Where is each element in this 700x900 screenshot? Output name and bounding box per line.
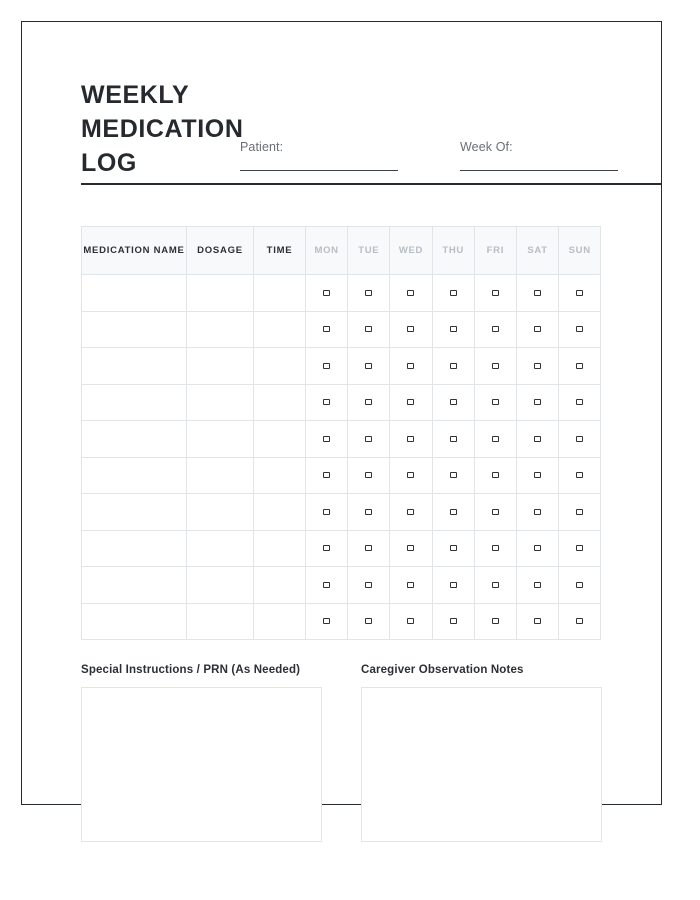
- dose-checkbox-icon[interactable]: [450, 582, 457, 588]
- cell-dose-thu[interactable]: [432, 530, 474, 567]
- notes-section: [81, 663, 601, 843]
- column-header-thu: THU: [432, 227, 474, 275]
- dose-checkbox-icon[interactable]: [534, 436, 541, 442]
- caregiver-notes-title: Caregiver Observation Notes: [361, 664, 524, 676]
- column-header-mon: MON: [306, 227, 348, 275]
- caregiver-notes-block: [361, 663, 602, 842]
- dose-checkbox-icon[interactable]: [323, 545, 330, 551]
- cell-dose-tue[interactable]: [348, 348, 390, 385]
- cell-dosage[interactable]: [187, 494, 254, 531]
- cell-dose-sun[interactable]: [559, 384, 601, 421]
- dose-checkbox-icon[interactable]: [576, 618, 583, 624]
- table-header: [82, 227, 601, 275]
- table-header-row: [82, 227, 601, 275]
- table-row: [82, 603, 601, 640]
- cell-dose-tue[interactable]: [348, 311, 390, 348]
- cell-dose-thu[interactable]: [432, 421, 474, 458]
- dose-checkbox-icon[interactable]: [323, 472, 330, 478]
- table-row: [82, 494, 601, 531]
- cell-dose-fri[interactable]: [474, 275, 516, 312]
- dose-checkbox-icon[interactable]: [492, 290, 499, 296]
- dose-checkbox-icon[interactable]: [534, 399, 541, 405]
- cell-dose-sun[interactable]: [559, 494, 601, 531]
- cell-dose-mon[interactable]: [306, 384, 348, 421]
- cell-dose-fri[interactable]: [474, 421, 516, 458]
- dose-checkbox-icon[interactable]: [576, 436, 583, 442]
- dose-checkbox-icon[interactable]: [365, 399, 372, 405]
- dose-checkbox-icon[interactable]: [407, 436, 414, 442]
- cell-dose-fri[interactable]: [474, 348, 516, 385]
- dose-checkbox-icon[interactable]: [407, 326, 414, 332]
- cell-dose-tue[interactable]: [348, 457, 390, 494]
- cell-dose-mon[interactable]: [306, 311, 348, 348]
- cell-dose-sat[interactable]: [516, 494, 558, 531]
- dose-checkbox-icon[interactable]: [323, 582, 330, 588]
- cell-name[interactable]: [82, 421, 187, 458]
- column-header-tue: TUE: [348, 227, 390, 275]
- cell-name[interactable]: [82, 311, 187, 348]
- patient-field-rule[interactable]: [240, 170, 398, 171]
- cell-dose-tue[interactable]: [348, 530, 390, 567]
- cell-dose-wed[interactable]: [390, 384, 432, 421]
- cell-dose-mon[interactable]: [306, 275, 348, 312]
- special-instructions-input[interactable]: [81, 687, 322, 842]
- table-body: [82, 275, 601, 640]
- week-of-field-rule[interactable]: [460, 170, 618, 171]
- dose-checkbox-icon[interactable]: [323, 436, 330, 442]
- dose-checkbox-icon[interactable]: [407, 545, 414, 551]
- dose-checkbox-icon[interactable]: [492, 436, 499, 442]
- cell-dose-wed[interactable]: [390, 275, 432, 312]
- dose-checkbox-icon[interactable]: [450, 509, 457, 515]
- cell-dose-sun[interactable]: [559, 348, 601, 385]
- dose-checkbox-icon[interactable]: [492, 509, 499, 515]
- dose-checkbox-icon[interactable]: [365, 545, 372, 551]
- column-header-fri: FRI: [474, 227, 516, 275]
- column-header-dosage: DOSAGE: [187, 227, 254, 275]
- cell-dose-sun[interactable]: [559, 567, 601, 604]
- dose-checkbox-icon[interactable]: [323, 509, 330, 515]
- cell-dose-sun[interactable]: [559, 530, 601, 567]
- dose-checkbox-icon[interactable]: [407, 399, 414, 405]
- dose-checkbox-icon[interactable]: [407, 618, 414, 624]
- cell-dose-tue[interactable]: [348, 494, 390, 531]
- dose-checkbox-icon[interactable]: [450, 363, 457, 369]
- dose-checkbox-icon[interactable]: [365, 290, 372, 296]
- table-row: [82, 457, 601, 494]
- cell-dose-fri[interactable]: [474, 311, 516, 348]
- cell-time[interactable]: [254, 348, 306, 385]
- column-header-wed: WED: [390, 227, 432, 275]
- dose-checkbox-icon[interactable]: [534, 363, 541, 369]
- table-row: [82, 530, 601, 567]
- cell-dose-wed[interactable]: [390, 311, 432, 348]
- dose-checkbox-icon[interactable]: [365, 436, 372, 442]
- cell-dose-sat[interactable]: [516, 384, 558, 421]
- page-title-line-3: LOG: [81, 149, 137, 177]
- dose-checkbox-icon[interactable]: [576, 290, 583, 296]
- cell-dose-sat[interactable]: [516, 530, 558, 567]
- table-row: [82, 567, 601, 604]
- dose-checkbox-icon[interactable]: [534, 290, 541, 296]
- dose-checkbox-icon[interactable]: [576, 582, 583, 588]
- cell-dose-sun[interactable]: [559, 421, 601, 458]
- page-title-line-1: WEEKLY: [81, 81, 190, 109]
- column-header-medication-name: MEDICATION NAME: [82, 227, 187, 275]
- dose-checkbox-icon[interactable]: [492, 618, 499, 624]
- table-row: [82, 348, 601, 385]
- dose-checkbox-icon[interactable]: [576, 363, 583, 369]
- dose-checkbox-icon[interactable]: [492, 326, 499, 332]
- cell-dose-thu[interactable]: [432, 275, 474, 312]
- cell-dose-fri[interactable]: [474, 457, 516, 494]
- dose-checkbox-icon[interactable]: [323, 363, 330, 369]
- cell-time[interactable]: [254, 311, 306, 348]
- cell-dose-tue[interactable]: [348, 275, 390, 312]
- document-header: [81, 78, 662, 178]
- dose-checkbox-icon[interactable]: [407, 582, 414, 588]
- dose-checkbox-icon[interactable]: [365, 582, 372, 588]
- cell-dose-wed[interactable]: [390, 494, 432, 531]
- dose-checkbox-icon[interactable]: [323, 399, 330, 405]
- dose-checkbox-icon[interactable]: [534, 582, 541, 588]
- cell-dose-mon[interactable]: [306, 421, 348, 458]
- cell-name[interactable]: [82, 348, 187, 385]
- cell-name[interactable]: [82, 567, 187, 604]
- dose-checkbox-icon[interactable]: [450, 545, 457, 551]
- cell-dose-fri[interactable]: [474, 567, 516, 604]
- cell-dosage[interactable]: [187, 348, 254, 385]
- dose-checkbox-icon[interactable]: [576, 509, 583, 515]
- cell-dosage[interactable]: [187, 311, 254, 348]
- table-row: [82, 384, 601, 421]
- cell-dose-sat[interactable]: [516, 275, 558, 312]
- cell-name[interactable]: [82, 603, 187, 640]
- cell-dose-sun[interactable]: [559, 603, 601, 640]
- cell-dose-tue[interactable]: [348, 567, 390, 604]
- cell-dose-sat[interactable]: [516, 348, 558, 385]
- dose-checkbox-icon[interactable]: [450, 326, 457, 332]
- cell-dose-wed[interactable]: [390, 530, 432, 567]
- dose-checkbox-icon[interactable]: [576, 545, 583, 551]
- cell-dosage[interactable]: [187, 421, 254, 458]
- dose-checkbox-icon[interactable]: [492, 545, 499, 551]
- cell-dose-thu[interactable]: [432, 348, 474, 385]
- cell-dose-fri[interactable]: [474, 494, 516, 531]
- dose-checkbox-icon[interactable]: [365, 509, 372, 515]
- column-header-time: TIME: [254, 227, 306, 275]
- cell-dose-sat[interactable]: [516, 311, 558, 348]
- cell-time[interactable]: [254, 494, 306, 531]
- cell-time[interactable]: [254, 421, 306, 458]
- cell-dosage[interactable]: [187, 457, 254, 494]
- cell-time[interactable]: [254, 384, 306, 421]
- cell-dose-tue[interactable]: [348, 603, 390, 640]
- dose-checkbox-icon[interactable]: [534, 618, 541, 624]
- dose-checkbox-icon[interactable]: [407, 509, 414, 515]
- dose-checkbox-icon[interactable]: [534, 472, 541, 478]
- column-header-sun: SUN: [559, 227, 601, 275]
- cell-time[interactable]: [254, 457, 306, 494]
- cell-dose-wed[interactable]: [390, 603, 432, 640]
- cell-dose-wed[interactable]: [390, 421, 432, 458]
- cell-dose-thu[interactable]: [432, 603, 474, 640]
- dose-checkbox-icon[interactable]: [407, 363, 414, 369]
- table-row: [82, 275, 601, 312]
- cell-dose-thu[interactable]: [432, 457, 474, 494]
- cell-dose-sat[interactable]: [516, 421, 558, 458]
- dose-checkbox-icon[interactable]: [450, 436, 457, 442]
- patient-field-label: Patient:: [240, 140, 284, 154]
- cell-time[interactable]: [254, 567, 306, 604]
- header-divider-rule: [81, 183, 662, 185]
- dose-checkbox-icon[interactable]: [492, 363, 499, 369]
- cell-dose-sat[interactable]: [516, 603, 558, 640]
- cell-dose-sun[interactable]: [559, 275, 601, 312]
- dose-checkbox-icon[interactable]: [407, 290, 414, 296]
- cell-dosage[interactable]: [187, 567, 254, 604]
- cell-dose-tue[interactable]: [348, 384, 390, 421]
- cell-dose-mon[interactable]: [306, 567, 348, 604]
- dose-checkbox-icon[interactable]: [492, 399, 499, 405]
- cell-dose-sat[interactable]: [516, 567, 558, 604]
- cell-name[interactable]: [82, 457, 187, 494]
- cell-time[interactable]: [254, 275, 306, 312]
- dose-checkbox-icon[interactable]: [450, 290, 457, 296]
- week-of-field-label: Week Of:: [460, 140, 513, 154]
- special-instructions-title: Special Instructions / PRN (As Needed): [81, 664, 301, 676]
- dose-checkbox-icon[interactable]: [534, 545, 541, 551]
- medication-log-table: [81, 226, 601, 640]
- dose-checkbox-icon[interactable]: [450, 618, 457, 624]
- cell-dose-fri[interactable]: [474, 603, 516, 640]
- cell-dosage[interactable]: [187, 603, 254, 640]
- cell-dose-thu[interactable]: [432, 567, 474, 604]
- column-header-sat: SAT: [516, 227, 558, 275]
- cell-name[interactable]: [82, 275, 187, 312]
- cell-dose-thu[interactable]: [432, 311, 474, 348]
- dose-checkbox-icon[interactable]: [450, 399, 457, 405]
- cell-dose-tue[interactable]: [348, 421, 390, 458]
- dose-checkbox-icon[interactable]: [450, 472, 457, 478]
- cell-dosage[interactable]: [187, 530, 254, 567]
- special-instructions-block: [81, 663, 322, 842]
- cell-time[interactable]: [254, 603, 306, 640]
- cell-dose-mon[interactable]: [306, 530, 348, 567]
- table-row: [82, 311, 601, 348]
- dose-checkbox-icon[interactable]: [492, 472, 499, 478]
- dose-checkbox-icon[interactable]: [365, 472, 372, 478]
- dose-checkbox-icon[interactable]: [407, 472, 414, 478]
- cell-dose-mon[interactable]: [306, 494, 348, 531]
- page-title-line-2: MEDICATION: [81, 115, 244, 143]
- cell-dose-mon[interactable]: [306, 457, 348, 494]
- cell-dose-mon[interactable]: [306, 348, 348, 385]
- dose-checkbox-icon[interactable]: [365, 618, 372, 624]
- dose-checkbox-icon[interactable]: [576, 326, 583, 332]
- cell-name[interactable]: [82, 384, 187, 421]
- dose-checkbox-icon[interactable]: [365, 363, 372, 369]
- cell-dose-sun[interactable]: [559, 457, 601, 494]
- cell-dose-wed[interactable]: [390, 567, 432, 604]
- cell-dosage[interactable]: [187, 384, 254, 421]
- week-of-field-group[interactable]: [460, 140, 620, 180]
- cell-dose-fri[interactable]: [474, 384, 516, 421]
- dose-checkbox-icon[interactable]: [323, 326, 330, 332]
- cell-dose-wed[interactable]: [390, 348, 432, 385]
- cell-dose-thu[interactable]: [432, 494, 474, 531]
- patient-field-group[interactable]: [240, 140, 400, 180]
- dose-checkbox-icon[interactable]: [576, 399, 583, 405]
- cell-dose-sun[interactable]: [559, 311, 601, 348]
- table-row: [82, 421, 601, 458]
- cell-dose-thu[interactable]: [432, 384, 474, 421]
- dose-checkbox-icon[interactable]: [492, 582, 499, 588]
- cell-dose-wed[interactable]: [390, 457, 432, 494]
- cell-name[interactable]: [82, 494, 187, 531]
- cell-time[interactable]: [254, 530, 306, 567]
- cell-name[interactable]: [82, 530, 187, 567]
- dose-checkbox-icon[interactable]: [534, 326, 541, 332]
- cell-dose-sat[interactable]: [516, 457, 558, 494]
- dose-checkbox-icon[interactable]: [323, 618, 330, 624]
- cell-dosage[interactable]: [187, 275, 254, 312]
- dose-checkbox-icon[interactable]: [534, 509, 541, 515]
- cell-dose-mon[interactable]: [306, 603, 348, 640]
- caregiver-notes-input[interactable]: [361, 687, 602, 842]
- cell-dose-fri[interactable]: [474, 530, 516, 567]
- dose-checkbox-icon[interactable]: [323, 290, 330, 296]
- dose-checkbox-icon[interactable]: [365, 326, 372, 332]
- dose-checkbox-icon[interactable]: [576, 472, 583, 478]
